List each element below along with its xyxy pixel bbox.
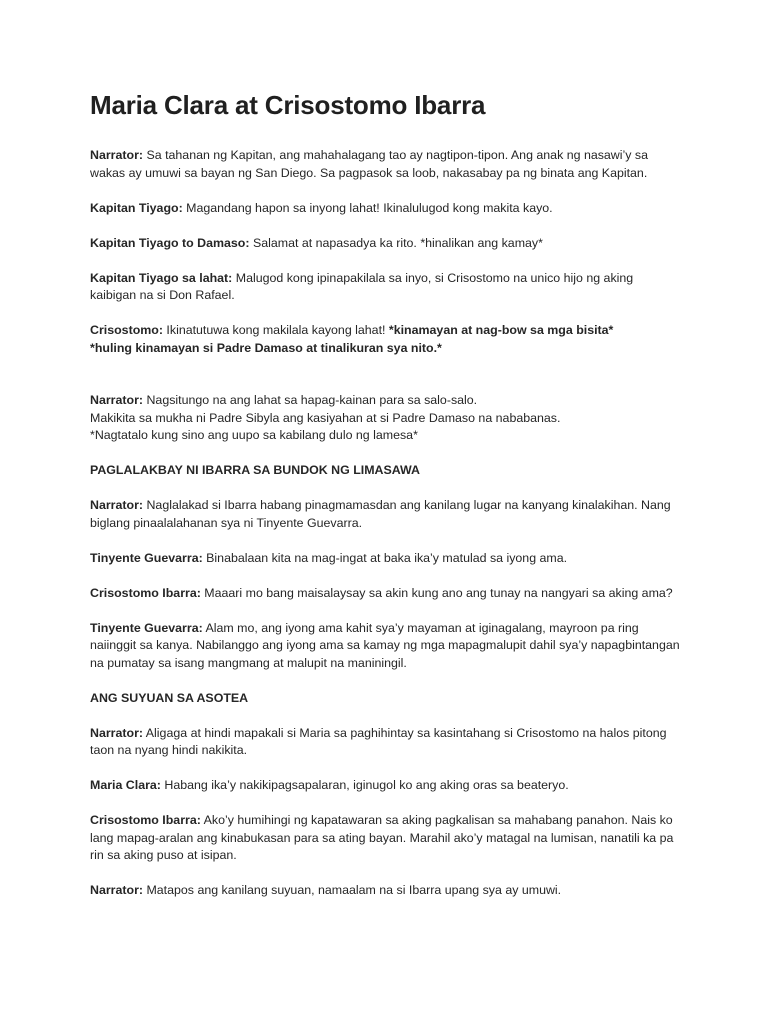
speaker-label: Maria Clara: <box>90 778 161 792</box>
dialogue-text: Ikinatutuwa kong makilala kayong lahat! <box>162 323 389 337</box>
paragraph <box>90 235 680 253</box>
paragraph <box>90 777 680 795</box>
dialogue-text: Salamat at napasadya ka rito. *hinalikan ang kamay* <box>249 235 543 250</box>
speaker-label: Kapitan Tiyago to Damaso: <box>90 235 250 250</box>
paragraph <box>90 585 680 603</box>
dialogue-text: Malugod kong ipinapakilala sa inyo, si Crisostomo na unico hijo ng aking kaibigan na si Don Rafael. <box>90 270 634 302</box>
dialogue-text: Alam mo, ang iyong ama kahit sya’y mayaman at iginagalang, mayroon pa ring naiinggit sa kanya. Nabilanggo ang iyong ama sa kamay ng mga mapagmalupit dahil sya’y napagbintangan na pumatay sa isang mangmang at malupit na maniningil. <box>90 620 680 670</box>
speaker-label: Tinyente Guevarra: <box>90 550 203 565</box>
section-heading: ANG SUYUAN SA ASOTEA <box>90 690 249 705</box>
stage-direction: *Nagtatalo kung sino ang uupo sa kabilang dulo ng lamesa* <box>90 428 418 442</box>
dialogue-text: Aligaga at hindi mapakali si Maria sa paghihintay sa kasintahang si Crisostomo na halos pitong taon na nyang hindi nakikita. <box>90 725 667 757</box>
section-heading: PAGLALAKBAY NI IBARRA SA BUNDOK NG LIMASAWA <box>90 463 420 477</box>
paragraph <box>90 322 680 357</box>
speaker-label: Kapitan Tiyago sa lahat: <box>90 270 233 285</box>
dialogue-text: Sa tahanan ng Kapitan, ang mahahalagang tao ay nagtipon-tipon. Ang anak ng nasawi’y sa wakas ay umuwi sa bayan ng San Diego. Sa pagpasok sa loob, nakasabay pa ng binata ang Kapitan. <box>90 148 648 180</box>
paragraph <box>90 725 680 760</box>
paragraph <box>90 812 680 865</box>
dialogue-text: Habang ika’y nakikipagsapalaran, iginugol ko ang aking oras sa beateryo. <box>160 778 569 792</box>
dialogue-text: Naglalakad si Ibarra habang pinagmamasdan ang kanilang lugar na kanyang kinalakihan. Nang biglang pinaalalahanan sya ni Tinyente Guevarra. <box>90 498 671 530</box>
speaker-label: Kapitan Tiyago: <box>90 200 183 215</box>
dialogue-text: Matapos ang kanilang suyuan, namaalam na si Ibarra upang sya ay umuwi. <box>143 883 562 897</box>
speaker-label: Crisostomo Ibarra: <box>90 585 201 600</box>
paragraph <box>90 620 680 673</box>
dialogue-text: Makikita sa mukha ni Padre Sibyla ang kasiyahan at si Padre Damaso na nababanas. <box>90 410 561 425</box>
speaker-label: Crisostomo: <box>90 323 163 337</box>
document-title: Maria Clara at Crisostomo Ibarra <box>90 90 486 120</box>
speaker-label: Crisostomo Ibarra: <box>90 813 201 827</box>
stage-direction: *kinamayan at nag-bow sa mga bisita* <box>388 323 614 337</box>
speaker-label: Narrator: <box>90 725 144 740</box>
paragraph <box>90 270 680 305</box>
dialogue-text: Nagsitungo na ang lahat sa hapag-kainan para sa salo-salo. <box>143 393 478 407</box>
paragraph <box>90 882 680 900</box>
speaker-label: Narrator: <box>90 498 144 512</box>
document-body <box>90 147 680 917</box>
speaker-label: Tinyente Guevarra: <box>90 620 203 635</box>
dialogue-text: Maaari mo bang maisalaysay sa akin kung ano ang tunay na nangyari sa aking ama? <box>200 585 673 600</box>
dialogue-text: Binabalaan kita na mag-ingat at baka ika’y matulad sa iyong ama. <box>202 550 568 565</box>
paragraph <box>90 200 680 218</box>
paragraph <box>90 392 680 445</box>
speaker-label: Narrator: <box>90 393 144 407</box>
paragraph <box>90 550 680 568</box>
stage-direction: *huling kinamayan si Padre Damaso at tinalikuran sya nito.* <box>90 340 442 355</box>
paragraph <box>90 147 680 182</box>
dialogue-text: Ako’y humihingi ng kapatawaran sa aking pagkalisan sa mahabang panahon. Nais ko lang mapag-aralan ang kinabukasan para sa ating bayan. Marahil ako’y matagal na lumisan, nanatili ka pa rin sa aking puso at isipan. <box>90 813 674 862</box>
paragraph <box>90 497 680 532</box>
dialogue-text: Magandang hapon sa inyong lahat! Ikinalulugod kong makita kayo. <box>182 200 553 215</box>
speaker-label: Narrator: <box>90 883 144 897</box>
speaker-label: Narrator: <box>90 148 144 162</box>
